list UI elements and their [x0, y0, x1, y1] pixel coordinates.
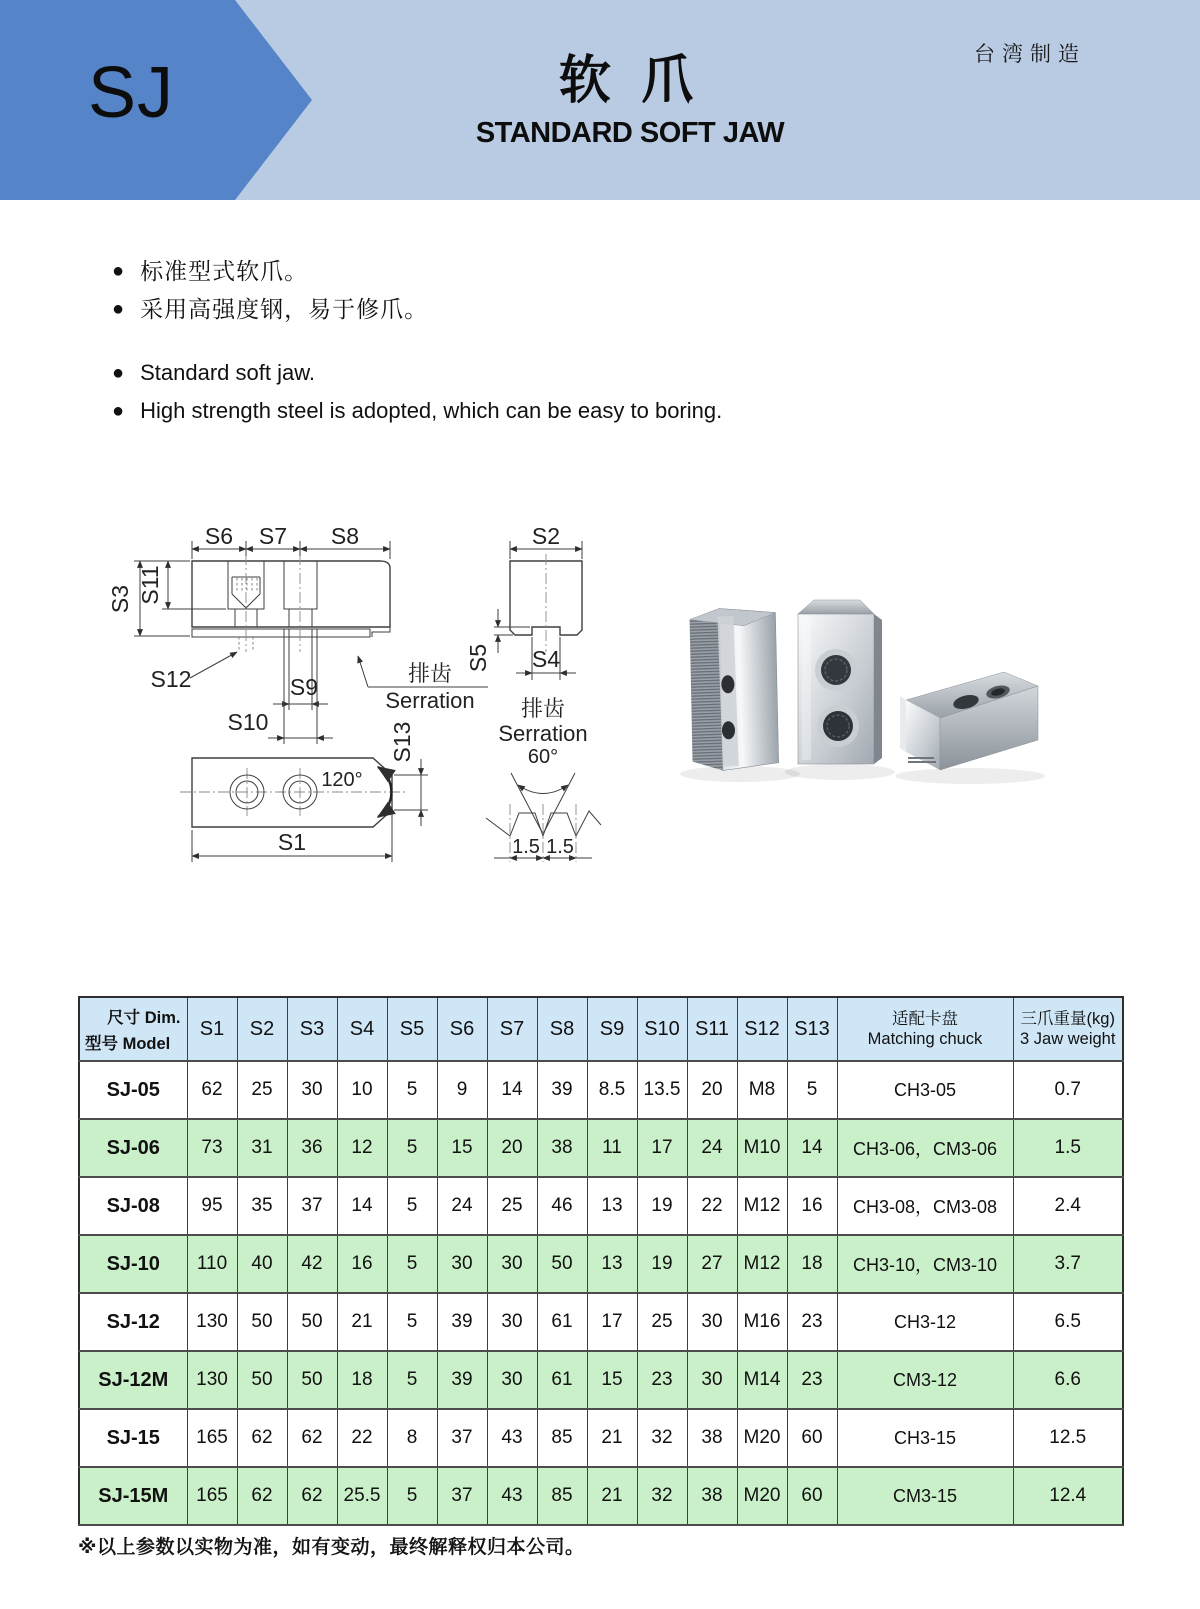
bullet-icon: ●: [112, 362, 125, 384]
model-cell: SJ-12M: [79, 1351, 187, 1409]
value-cell: 60: [787, 1467, 837, 1525]
value-cell: 32: [637, 1467, 687, 1525]
value-cell: 19: [637, 1177, 687, 1235]
dim-label-s1: S1: [277, 829, 307, 855]
value-cell: 24: [437, 1177, 487, 1235]
value-cell: 30: [687, 1293, 737, 1351]
value-cell: 39: [437, 1351, 487, 1409]
weight-cell: 6.6: [1013, 1351, 1123, 1409]
value-cell: 50: [287, 1351, 337, 1409]
title-block: [340, 52, 920, 150]
value-cell: M20: [737, 1409, 787, 1467]
value-cell: 25: [237, 1061, 287, 1119]
value-cell: 14: [487, 1061, 537, 1119]
value-cell: 11: [587, 1119, 637, 1177]
bullet-icon: ●: [112, 298, 125, 320]
value-cell: 95: [187, 1177, 237, 1235]
value-cell: 14: [337, 1177, 387, 1235]
value-cell: 30: [287, 1061, 337, 1119]
table-row: [79, 1351, 1123, 1409]
value-cell: 15: [437, 1119, 487, 1177]
table-corner-cell: [79, 997, 187, 1061]
table-row: [79, 1409, 1123, 1467]
col-header-s1: S1: [187, 997, 237, 1061]
chuck-cell: CH3-12: [837, 1293, 1013, 1351]
col-header-s2: S2: [237, 997, 287, 1061]
value-cell: 13: [587, 1235, 637, 1293]
value-cell: 30: [437, 1235, 487, 1293]
value-cell: 18: [787, 1235, 837, 1293]
value-cell: 46: [537, 1177, 587, 1235]
dim-label-s2: S2: [531, 523, 561, 549]
origin-label: 台湾制造: [974, 43, 1086, 66]
profile-angle-label: 60°: [527, 746, 559, 768]
model-cell: SJ-15: [79, 1409, 187, 1467]
value-cell: 16: [787, 1177, 837, 1235]
corner-dim-label: 尺寸 Dim.: [107, 1009, 181, 1027]
col-header-s3: S3: [287, 997, 337, 1061]
value-cell: 24: [687, 1119, 737, 1177]
chuck-cell: CH3-06，CM3-06: [837, 1119, 1013, 1177]
value-cell: 13.5: [637, 1061, 687, 1119]
value-cell: 5: [387, 1293, 437, 1351]
value-cell: 42: [287, 1235, 337, 1293]
value-cell: 23: [787, 1351, 837, 1409]
jaw-block-right: [900, 672, 1038, 770]
value-cell: M14: [737, 1351, 787, 1409]
value-cell: 18: [337, 1351, 387, 1409]
col-header-s7: S7: [487, 997, 537, 1061]
value-cell: 130: [187, 1293, 237, 1351]
weight-header-cn: 三爪重量(kg): [1020, 1010, 1115, 1028]
model-cell: SJ-06: [79, 1119, 187, 1177]
series-code: SJ: [87, 53, 175, 133]
value-cell: 5: [387, 1351, 437, 1409]
bullet-text: 标准型式软爪。: [140, 258, 309, 284]
top-view-drawing: [180, 722, 428, 862]
bullet-text: High strength steel is adopted, which can be easy to boring.: [140, 398, 723, 423]
spec-table-section: [78, 996, 1124, 1526]
bullet-icon: ●: [112, 400, 125, 422]
value-cell: 32: [637, 1409, 687, 1467]
value-cell: 62: [187, 1061, 237, 1119]
dim-label-s12: S12: [150, 666, 192, 692]
value-cell: 30: [687, 1351, 737, 1409]
chuck-cell: CM3-15: [837, 1467, 1013, 1525]
value-cell: 110: [187, 1235, 237, 1293]
weight-cell: 12.4: [1013, 1467, 1123, 1525]
value-cell: M20: [737, 1467, 787, 1525]
value-cell: 20: [687, 1061, 737, 1119]
model-cell: SJ-12: [79, 1293, 187, 1351]
value-cell: 50: [237, 1293, 287, 1351]
technical-drawing: [90, 480, 670, 880]
chuck-cell: CH3-05: [837, 1061, 1013, 1119]
value-cell: 27: [687, 1235, 737, 1293]
value-cell: 5: [787, 1061, 837, 1119]
table-row: [79, 1467, 1123, 1525]
dim-label-s11: S11: [137, 565, 163, 605]
chuck-cell: CH3-10，CM3-10: [837, 1235, 1013, 1293]
pitch-label-left: 1.5: [512, 836, 540, 858]
chuck-header-cn: 适配卡盘: [892, 1010, 958, 1028]
value-cell: 130: [187, 1351, 237, 1409]
bullet-cn-1: [112, 252, 1012, 290]
value-cell: 50: [237, 1351, 287, 1409]
value-cell: 8.5: [587, 1061, 637, 1119]
col-header-weight: [1013, 997, 1123, 1061]
value-cell: 5: [387, 1467, 437, 1525]
header-banner: [0, 0, 1200, 200]
page-title-en: STANDARD SOFT JAW: [475, 117, 785, 149]
value-cell: 62: [237, 1409, 287, 1467]
bullet-icon: ●: [112, 260, 125, 282]
dim-label-s6: S6: [204, 523, 234, 549]
value-cell: 38: [537, 1119, 587, 1177]
dim-label-s8: S8: [330, 523, 360, 549]
product-photo: [660, 550, 1130, 820]
model-cell: SJ-08: [79, 1177, 187, 1235]
col-header-s12: S12: [737, 997, 787, 1061]
dim-label-s7: S7: [258, 523, 288, 549]
value-cell: 17: [587, 1293, 637, 1351]
value-cell: 25: [637, 1293, 687, 1351]
value-cell: 25: [487, 1177, 537, 1235]
value-cell: 62: [287, 1409, 337, 1467]
feature-bullets: [112, 252, 1012, 430]
value-cell: 21: [587, 1467, 637, 1525]
value-cell: 43: [487, 1467, 537, 1525]
chuck-cell: CH3-15: [837, 1409, 1013, 1467]
weight-cell: 0.7: [1013, 1061, 1123, 1119]
value-cell: 30: [487, 1293, 537, 1351]
col-header-s4: S4: [337, 997, 387, 1061]
value-cell: 9: [437, 1061, 487, 1119]
jaw-block-middle: [798, 600, 882, 764]
footnote: ※以上参数以实物为准，如有变动，最终解释权归本公司。: [78, 1537, 585, 1558]
side-view-drawing: [107, 523, 488, 744]
value-cell: M12: [737, 1177, 787, 1235]
value-cell: 5: [387, 1061, 437, 1119]
value-cell: 73: [187, 1119, 237, 1177]
value-cell: 8: [387, 1409, 437, 1467]
dim-label-s9: S9: [289, 674, 319, 700]
end-view-drawing: [465, 523, 582, 680]
jaw-block-left: [687, 607, 781, 772]
weight-cell: 12.5: [1013, 1409, 1123, 1467]
value-cell: 40: [237, 1235, 287, 1293]
value-cell: 14: [787, 1119, 837, 1177]
value-cell: M16: [737, 1293, 787, 1351]
value-cell: M10: [737, 1119, 787, 1177]
value-cell: 12: [337, 1119, 387, 1177]
bullet-cn-2: [112, 290, 1012, 328]
value-cell: 165: [187, 1409, 237, 1467]
value-cell: 39: [437, 1293, 487, 1351]
weight-header-en: 3 Jaw weight: [1020, 1030, 1116, 1048]
value-cell: 165: [187, 1467, 237, 1525]
value-cell: 23: [637, 1351, 687, 1409]
bullet-en-1: [112, 354, 1012, 392]
bullet-text: Standard soft jaw.: [140, 360, 315, 385]
dim-label-s13: S13: [389, 721, 415, 763]
value-cell: 38: [687, 1467, 737, 1525]
table-row: [79, 1293, 1123, 1351]
value-cell: 85: [537, 1467, 587, 1525]
model-cell: SJ-15M: [79, 1467, 187, 1525]
serration-label-en: Serration: [498, 721, 588, 746]
value-cell: 35: [237, 1177, 287, 1235]
chuck-cell: CH3-08，CM3-08: [837, 1177, 1013, 1235]
chuck-cell: CM3-12: [837, 1351, 1013, 1409]
value-cell: 5: [387, 1119, 437, 1177]
value-cell: 60: [787, 1409, 837, 1467]
value-cell: M12: [737, 1235, 787, 1293]
spec-table: [78, 996, 1124, 1526]
value-cell: 30: [487, 1235, 537, 1293]
value-cell: M8: [737, 1061, 787, 1119]
value-cell: 23: [787, 1293, 837, 1351]
serration-label-en: Serration: [385, 688, 475, 713]
model-cell: SJ-10: [79, 1235, 187, 1293]
col-header-s13: S13: [787, 997, 837, 1061]
value-cell: 5: [387, 1177, 437, 1235]
value-cell: 50: [287, 1293, 337, 1351]
weight-cell: 3.7: [1013, 1235, 1123, 1293]
dim-label-s4: S4: [531, 646, 561, 672]
chuck-header-en: Matching chuck: [867, 1030, 983, 1048]
table-header-row: [79, 997, 1123, 1061]
value-cell: 16: [337, 1235, 387, 1293]
table-row: [79, 1119, 1123, 1177]
value-cell: 39: [537, 1061, 587, 1119]
table-row: [79, 1235, 1123, 1293]
value-cell: 61: [537, 1293, 587, 1351]
value-cell: 20: [487, 1119, 537, 1177]
col-header-s11: S11: [687, 997, 737, 1061]
value-cell: 62: [237, 1467, 287, 1525]
value-cell: 19: [637, 1235, 687, 1293]
col-header-s8: S8: [537, 997, 587, 1061]
value-cell: 31: [237, 1119, 287, 1177]
col-header-chuck: [837, 997, 1013, 1061]
value-cell: 13: [587, 1177, 637, 1235]
weight-cell: 2.4: [1013, 1177, 1123, 1235]
value-cell: 22: [687, 1177, 737, 1235]
value-cell: 30: [487, 1351, 537, 1409]
weight-cell: 6.5: [1013, 1293, 1123, 1351]
value-cell: 37: [437, 1467, 487, 1525]
value-cell: 38: [687, 1409, 737, 1467]
value-cell: 37: [287, 1177, 337, 1235]
value-cell: 43: [487, 1409, 537, 1467]
value-cell: 62: [287, 1467, 337, 1525]
value-cell: 36: [287, 1119, 337, 1177]
value-cell: 17: [637, 1119, 687, 1177]
value-cell: 25.5: [337, 1467, 387, 1525]
col-header-s5: S5: [387, 997, 437, 1061]
col-header-s6: S6: [437, 997, 487, 1061]
value-cell: 61: [537, 1351, 587, 1409]
weight-cell: 1.5: [1013, 1119, 1123, 1177]
serration-label-cn: 排齿: [520, 696, 566, 721]
spec-table-body: [79, 1061, 1123, 1525]
bullet-text: 采用高强度钢，易于修爪。: [140, 296, 429, 322]
value-cell: 21: [337, 1293, 387, 1351]
pitch-label-right: 1.5: [546, 836, 574, 858]
value-cell: 37: [437, 1409, 487, 1467]
value-cell: 22: [337, 1409, 387, 1467]
value-cell: 85: [537, 1409, 587, 1467]
table-row: [79, 1061, 1123, 1119]
corner-model-label: 型号 Model: [85, 1035, 171, 1053]
value-cell: 5: [387, 1235, 437, 1293]
table-row: [79, 1177, 1123, 1235]
model-cell: SJ-05: [79, 1061, 187, 1119]
value-cell: 15: [587, 1351, 637, 1409]
value-cell: 10: [337, 1061, 387, 1119]
col-header-s9: S9: [587, 997, 637, 1061]
dim-label-s10: S10: [227, 709, 269, 735]
dim-label-s5: S5: [465, 643, 491, 673]
col-header-s10: S10: [637, 997, 687, 1061]
serration-label-cn: 排齿: [407, 661, 453, 686]
value-cell: 21: [587, 1409, 637, 1467]
serration-detail-drawing: [486, 696, 601, 862]
page-title-cn: 软 爪: [558, 52, 702, 110]
bullet-en-2: [112, 392, 1012, 430]
point-angle-label: 120°: [321, 769, 363, 791]
dim-label-s3: S3: [107, 584, 133, 614]
value-cell: 50: [537, 1235, 587, 1293]
